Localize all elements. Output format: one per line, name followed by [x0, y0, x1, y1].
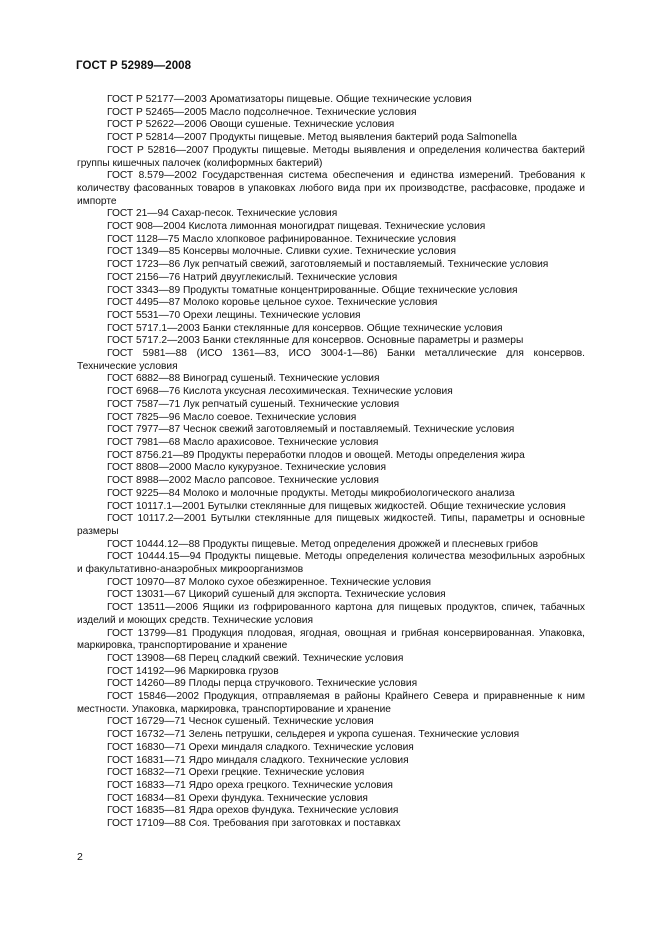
standard-entry: ГОСТ 13031—67 Цикорий сушеный для экспорта. Технические условия — [107, 589, 446, 601]
standard-entry: ГОСТ 13799—81 Продукция плодовая, ягодная, овощная и грибная консервированная. Упаковка, маркировка, транспортирование и хранение — [77, 627, 585, 652]
page-header: ГОСТ Р 52989—2008 — [76, 60, 192, 72]
standard-entry: ГОСТ 14260—89 Плоды перца стручкового. Технические условия — [107, 678, 418, 690]
standard-entry: ГОСТ 14192—96 Маркировка грузов — [107, 665, 279, 677]
standard-entry: ГОСТ 21—94 Сахар-песок. Технические условия — [107, 208, 338, 220]
standard-entry: ГОСТ 15846—2002 Продукция, отправляемая в районы Крайнего Севера и приравненные к ним местности. Упаковка, маркировка, транспортирование и хранение — [77, 691, 585, 715]
standard-entry: ГОСТ 8808—2000 Масло кукурузное. Технические условия — [107, 462, 386, 474]
standard-entry: ГОСТ Р 52814—2007 Продукты пищевые. Метод выявления бактерий рода Salmonella — [107, 132, 517, 144]
standard-entry: ГОСТ 8988—2002 Масло рапсовое. Технические условия — [107, 475, 379, 487]
standard-entry: ГОСТ 1128—75 Масло хлопковое рафинированное. Технические условия — [107, 233, 457, 245]
standard-entry: ГОСТ 16830—71 Орехи миндаля сладкого. Технические условия — [107, 741, 414, 753]
standard-entry: ГОСТ 4495—87 Молоко коровье цельное сухое. Технические условия — [107, 297, 438, 309]
standard-entry: ГОСТ 16729—71 Чеснок сушеный. Технические условия — [107, 716, 374, 728]
standard-entry: ГОСТ 2156—76 Натрий двууглекислый. Технические условия — [107, 271, 398, 283]
standard-entry: ГОСТ 8756.21—89 Продукты переработки плодов и овощей. Методы определения жира — [107, 449, 525, 461]
standard-entry: ГОСТ 1723—86 Лук репчатый свежий, заготовляемый и поставляемый. Технические условия — [107, 259, 549, 271]
standard-entry: ГОСТ 16732—71 Зелень петрушки, сельдерея и укропа сушеная. Технические условия — [107, 729, 520, 741]
standard-entry: ГОСТ 16835—81 Ядра орехов фундука. Технические условия — [107, 805, 399, 817]
standard-entry: ГОСТ Р 52622—2006 Овощи сушеные. Технические условия — [107, 119, 395, 131]
standard-entry: ГОСТ 3343—89 Продукты томатные концентрированные. Общие технические условия — [107, 284, 518, 296]
standard-entry: ГОСТ Р 52177—2003 Ароматизаторы пищевые. Общие технические условия — [107, 94, 472, 105]
reference-list — [77, 94, 585, 831]
standard-entry: ГОСТ 16831—71 Ядро миндаля сладкого. Технические условия — [107, 754, 409, 766]
standard-entry: ГОСТ 10117.2—2001 Бутылки стеклянные для пищевых жидкостей. Типы, параметры и основные размеры — [77, 513, 585, 537]
standard-entry: ГОСТ 10117.1—2001 Бутылки стеклянные для пищевых жидкостей. Общие технические условия — [107, 500, 566, 512]
standard-entry: ГОСТ 908—2004 Кислота лимонная моногидрат пищевая. Технические условия — [107, 221, 486, 233]
page-number: 2 — [77, 851, 83, 863]
standard-entry: ГОСТ 5717.1—2003 Банки стеклянные для консервов. Общие технические условия — [107, 322, 503, 334]
standard-entry: ГОСТ 7977—87 Чеснок свежий заготовляемый и поставляемый. Технические условия — [107, 424, 515, 436]
standard-entry: ГОСТ 17109—88 Соя. Требования при заготовках и поставках — [107, 818, 401, 830]
standard-entry: ГОСТ 16832—71 Орехи грецкие. Технические условия — [107, 767, 365, 779]
standard-entry: ГОСТ 9225—84 Молоко и молочные продукты. Методы микробиологического анализа — [107, 487, 515, 499]
standard-entry: ГОСТ 13511—2006 Ящики из гофрированного картона для пищевых продуктов, спичек, табачных изделий и моющих средств. Технические условия — [77, 602, 585, 626]
standard-entry: ГОСТ 10444.15—94 Продукты пищевые. Методы определения количества мезофильных аэробных и факультативно-анаэробных микроорганизмов — [77, 551, 585, 576]
standard-entry: ГОСТ 6968—76 Кислота уксусная лесохимическая. Технические условия — [107, 386, 453, 398]
standard-entry: ГОСТ 10970—87 Молоко сухое обезжиренное. Технические условия — [107, 576, 431, 588]
standard-entry: ГОСТ 10444.12—88 Продукты пищевые. Метод определения дрожжей и плесневых грибов — [107, 538, 539, 550]
standard-entry: ГОСТ 16833—71 Ядро ореха грецкого. Технические условия — [107, 779, 393, 791]
standard-entry: ГОСТ 1349—85 Консервы молочные. Сливки сухие. Технические условия — [107, 246, 457, 258]
standard-entry: ГОСТ Р 52816—2007 Продукты пищевые. Методы выявления и определения количества бактерий группы кишечных палочек (колиформных бактерий) — [77, 144, 585, 169]
standard-entry: ГОСТ 7981—68 Масло арахисовое. Технические условия — [107, 436, 379, 448]
standard-entry: ГОСТ 5981—88 (ИСО 1361—83, ИСО 3004-1—86) Банки металлические для консервов. Технические условия — [77, 348, 585, 372]
standard-entry: ГОСТ 13908—68 Перец сладкий свежий. Технические условия — [107, 652, 404, 664]
standard-entry: ГОСТ 7825—96 Масло соевое. Технические условия — [107, 411, 357, 423]
standard-entry: ГОСТ 5531—70 Орехи лещины. Технические условия — [107, 309, 361, 321]
standard-entry: ГОСТ 6882—88 Виноград сушеный. Технические условия — [107, 373, 380, 385]
standard-entry: ГОСТ 5717.2—2003 Банки стеклянные для консервов. Основные параметры и размеры — [107, 335, 524, 347]
standard-entry: ГОСТ 7587—71 Лук репчатый сушеный. Технические условия — [107, 398, 400, 410]
standard-entry: ГОСТ 16834—81 Орехи фундука. Технические условия — [107, 792, 368, 804]
standard-entry: ГОСТ 8.579—2002 Государственная система обеспечения и единства измерений. Требования к количеству фасованных товаров в упаковках любого вида при их производстве, расфасовке, продаже и импорте — [77, 170, 585, 207]
standard-entry: ГОСТ Р 52465—2005 Масло подсолнечное. Технические условия — [107, 106, 417, 118]
